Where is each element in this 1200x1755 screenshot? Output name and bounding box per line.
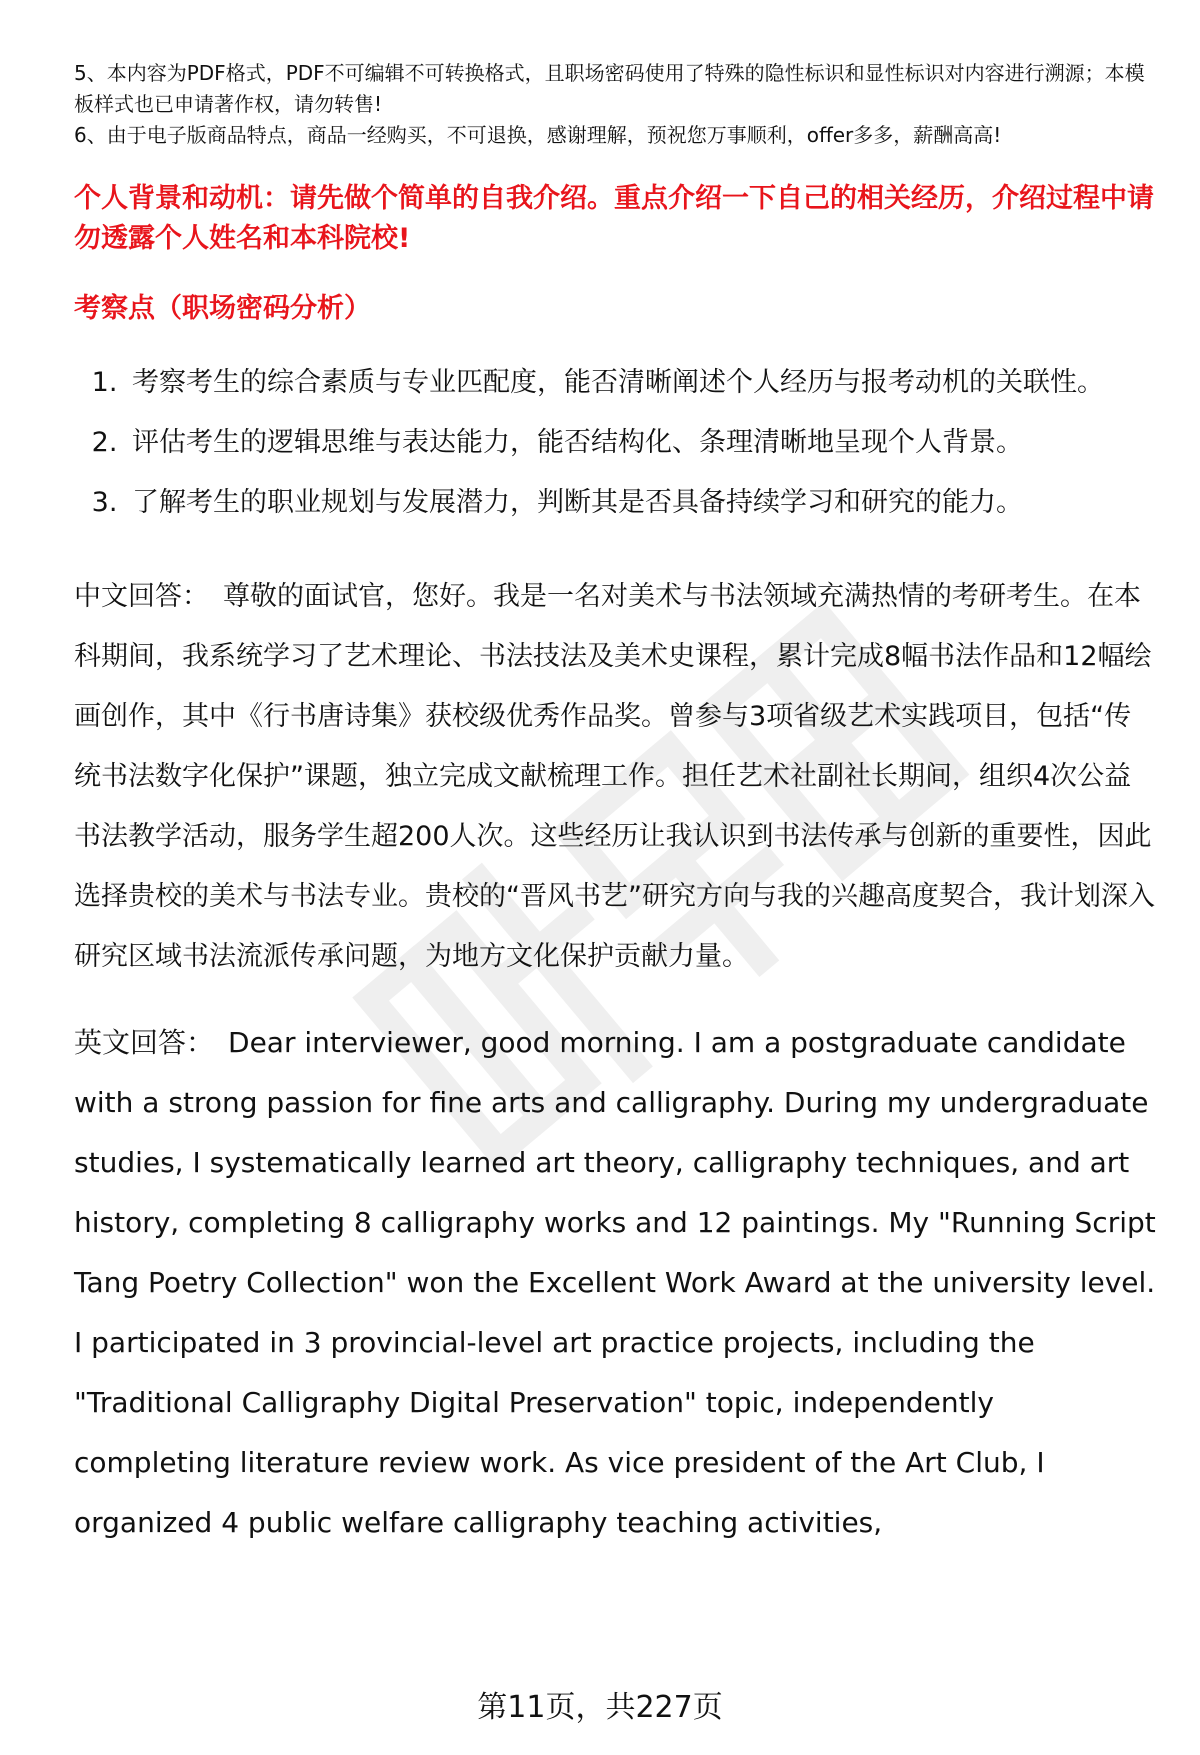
- english-answer-label: 英文回答：: [74, 1026, 215, 1059]
- interview-question: 个人背景和动机：请先做个简单的自我介绍。重点介绍一下自己的相关经历，介绍过程中请勿透露个人姓名和本科院校!: [74, 183, 1154, 254]
- chinese-answer-label: 中文回答：: [74, 581, 209, 612]
- assessment-point: 2. 评估考生的逻辑思维与表达能力，能否结构化、条理清晰地呈现个人背景。: [126, 413, 1156, 473]
- document-page: [74, 58, 1156, 1553]
- chinese-answer: [74, 567, 1156, 987]
- notes-section: [74, 58, 1156, 151]
- english-answer: [74, 1013, 1156, 1553]
- assessment-title: 考察点（职场密码分析）: [74, 293, 371, 324]
- assessment-points-list: [74, 353, 1156, 533]
- note-item: 6、由于电子版商品特点，商品一经购买，不可退换，感谢理解，预祝您万事顺利，offer多多，薪酬高高!: [74, 123, 1002, 147]
- note-item: 5、本内容为PDF格式，PDF不可编辑不可转换格式，且职场密码使用了特殊的隐性标识和显性标识对内容进行溯源；本模板样式也已申请著作权，请勿转售!: [74, 61, 1145, 116]
- assessment-point: 1. 考察考生的综合素质与专业匹配度，能否清晰阐述个人经历与报考动机的关联性。: [126, 353, 1156, 413]
- english-answer-text: Dear interviewer, good morning. I am a postgraduate candidate with a strong passion for fine arts and calligraphy. During my undergraduate studies, I systematically learned art theory, calligraphy techniques, and art history, completing 8 calligraphy works and 12 paintings. My "Running Script Tang Poetry Collection" won the Excellent Work Award at the university level. I participated in 3 provincial-level art practice projects, including the "Traditional Calligraphy Digital Preservation" topic, independently completing literature review work. As vice president of the Art Club, I organized 4 public welfare calligraphy teaching activities,: [74, 1026, 1156, 1539]
- chinese-answer-text: 尊敬的面试官，您好。我是一名对美术与书法领域充满热情的考研考生。在本科期间，我系统学习了艺术理论、书法技法及美术史课程，累计完成8幅书法作品和12幅绘画创作，其中《行书唐诗集》获校级优秀作品奖。曾参与3项省级艺术实践项目，包括“传统书法数字化保护”课题，独立完成文献梳理工作。担任艺术社副社长期间，组织4次公益书法教学活动，服务学生超200人次。这些经历让我认识到书法传承与创新的重要性，因此选择贵校的美术与书法专业。贵校的“晋风书艺”研究方向与我的兴趣高度契合，我计划深入研究区域书法流派传承问题，为地方文化保护贡献力量。: [74, 581, 1155, 972]
- page-number: 第11页，共227页: [477, 1690, 723, 1725]
- assessment-point: 3. 了解考生的职业规划与发展潜力，判断其是否具备持续学习和研究的能力。: [126, 473, 1156, 533]
